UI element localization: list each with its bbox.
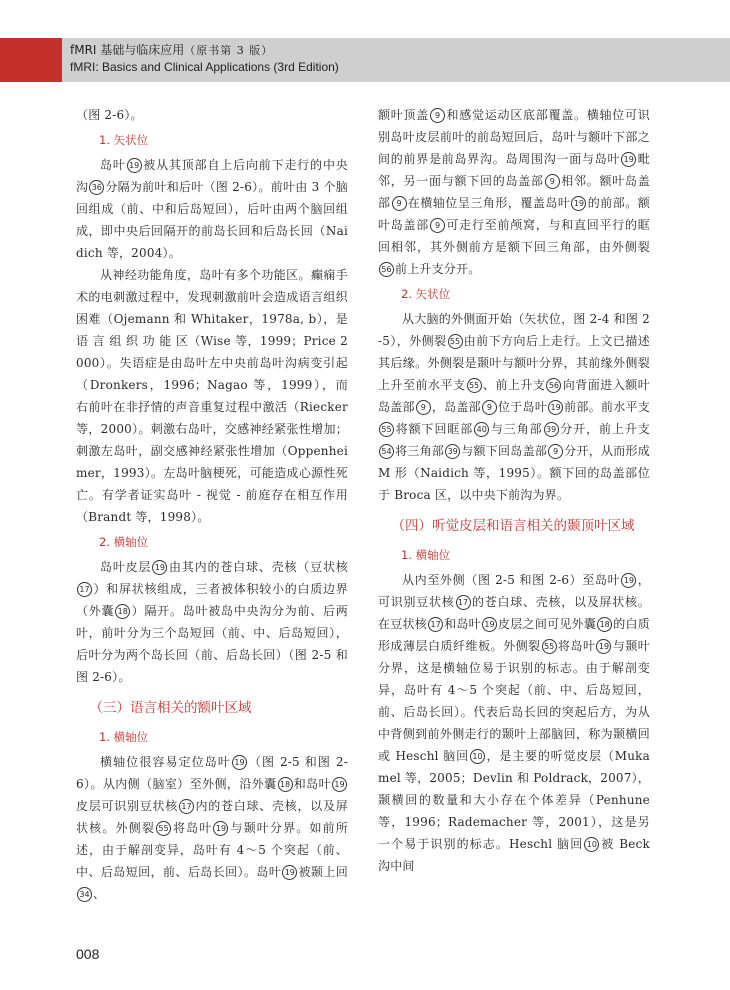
circled-ref-number: 10 bbox=[584, 837, 599, 852]
right-para-1 bbox=[378, 104, 650, 280]
left-subheading-2: 2. 横轴位 bbox=[99, 535, 149, 549]
right-column bbox=[378, 104, 650, 877]
circled-ref-number: 9 bbox=[482, 400, 497, 415]
circled-ref-number: 9 bbox=[416, 400, 431, 415]
circled-ref-number: 54 bbox=[379, 444, 394, 459]
circled-ref-number: 55 bbox=[542, 639, 557, 654]
text-run: ）和屏状核组成，三者被体积较小的白质边界（外囊 bbox=[76, 582, 348, 618]
left-para-2: 从神经功能角度，岛叶有多个功能区。癫痫手术的电刺激过程中，发现刺激前叶会造成语言组织困难（Ojemann 和 Whitaker，1978a, b），是 语 言 组 织 功 能 区（Wise 等，1999；Price 2000）。失语症是由岛叶左中央前岛叶沟病变引起（Dronkers，1996；Nagao 等，1999），而 右前叶在非抒情的声音重复过程中激活（Riecker 等，2000）。刺激右岛叶，交感神经紧张性增加；刺激左岛叶，副交感神经紧张性增加（Oppenheimer，1993）。左岛叶脑梗死，可能造成心源性死亡。有学者证实岛叶 - 视觉 - 前庭存在相互作用（Brandt 等，1998）。 bbox=[76, 268, 348, 524]
right-subheading-2: 1. 横轴位 bbox=[401, 548, 451, 562]
circled-ref-number: 36 bbox=[89, 180, 104, 195]
text-run: 分隔为前叶和后叶（图 2-6）。前叶由 3 个脑回组成（前、中和后岛短回），后叶由两个脑回组成，即中央后回隔开的前岛长回和后岛长回（Naidich 等，2004）。 bbox=[76, 180, 348, 260]
left-subheading-1: 1. 矢状位 bbox=[99, 133, 149, 147]
circled-ref-number: 17 bbox=[456, 595, 471, 610]
section-heading-3: （三）语言相关的额叶区域 bbox=[89, 700, 252, 716]
book-title-en: fMRI: Basics and Clinical Applications (3rd Edition) bbox=[70, 60, 339, 74]
text-run: 可走行至前颅窝，与和直回平行的眶回相邻，其外侧前方是额下回三角部，由外侧裂 bbox=[378, 218, 650, 254]
book-edition-cn: （原书第 3 版） bbox=[184, 44, 274, 57]
text-run: 与颞叶分界。如前所述，由于解剖变异，岛叶有 4～5 个突起（前、中、后岛短回，前、后岛长回）。岛叶 bbox=[76, 821, 348, 879]
page-number: 008 bbox=[76, 946, 100, 962]
circled-ref-number: 18 bbox=[115, 604, 130, 619]
text-run: 前部。前水平支 bbox=[564, 400, 650, 414]
left-para-1 bbox=[76, 154, 348, 264]
text-run: 与额下回岛盖部 bbox=[461, 444, 548, 458]
text-run: 与三角部 bbox=[490, 422, 543, 436]
text-run: 将岛叶 bbox=[172, 821, 213, 835]
text-run: 将三角部 bbox=[395, 444, 445, 458]
right-para-3 bbox=[378, 569, 650, 877]
left-subheading-3: 1. 横轴位 bbox=[99, 730, 149, 744]
circled-ref-number: 40 bbox=[474, 422, 489, 437]
text-run: 被 Beck 沟中间 bbox=[378, 837, 650, 873]
circled-ref-number: 9 bbox=[548, 444, 563, 459]
circled-ref-number: 19 bbox=[621, 152, 636, 167]
right-subheading-1: 2. 矢状位 bbox=[401, 287, 451, 301]
circled-ref-number: 34 bbox=[77, 887, 92, 902]
circled-ref-number: 17 bbox=[428, 617, 443, 632]
circled-ref-number: 17 bbox=[77, 582, 92, 597]
text-run: 岛叶 bbox=[100, 158, 126, 172]
circled-ref-number: 9 bbox=[392, 196, 407, 211]
text-run: ，岛盖部 bbox=[431, 400, 481, 414]
circled-ref-number: 55 bbox=[448, 334, 463, 349]
text-run: 将岛叶 bbox=[557, 639, 596, 653]
circled-ref-number: 19 bbox=[213, 821, 228, 836]
circled-ref-number: 19 bbox=[152, 560, 167, 575]
text-run: 向背面进入额叶岛盖部 bbox=[378, 378, 650, 414]
circled-ref-number: 9 bbox=[430, 108, 445, 123]
text-run: 横轴位很容易定位岛叶 bbox=[100, 755, 231, 769]
book-title-cn bbox=[70, 41, 273, 58]
text-run: 毗邻，另一面与额下回的岛盖部 bbox=[378, 152, 650, 188]
text-run: （图 2-5 和图 2-6）。从内侧（脑室）至外侧，沿外囊 bbox=[76, 755, 348, 791]
text-run: 内的苍白球、壳核，以及屏状核。外侧裂 bbox=[76, 799, 348, 835]
circled-ref-number: 55 bbox=[156, 821, 171, 836]
right-para-2 bbox=[378, 308, 650, 506]
circled-ref-number: 19 bbox=[571, 196, 586, 211]
circled-ref-number: 17 bbox=[179, 799, 194, 814]
header-accent-bar bbox=[0, 38, 62, 82]
left-para-0: （图 2-6）。 bbox=[76, 108, 143, 122]
text-run: 被颞上回 bbox=[298, 865, 348, 879]
text-run: 的前部。额叶岛盖部 bbox=[378, 196, 650, 232]
circled-ref-number: 19 bbox=[232, 755, 247, 770]
circled-ref-number: 19 bbox=[332, 777, 347, 792]
left-column bbox=[76, 104, 348, 905]
text-run: 的苍白球、壳核，以及屏状核。在豆状核 bbox=[378, 595, 650, 631]
circled-ref-number: 39 bbox=[544, 422, 559, 437]
circled-ref-number: 18 bbox=[597, 617, 612, 632]
book-title-cn-text: fMRI 基础与临床应用 bbox=[70, 43, 185, 57]
circled-ref-number: 55 bbox=[467, 378, 482, 393]
text-run: 和感觉运动区底部覆盖。横轴位可识别岛叶皮层前叶的前岛短回后，岛叶与额叶下部之间的前界是前岛界沟。岛周围沟一面与岛叶 bbox=[378, 108, 650, 166]
section-heading-4: （四）听觉皮层和语言相关的颞顶叶区域 bbox=[391, 518, 635, 534]
text-run: 位于岛叶 bbox=[497, 400, 548, 414]
circled-ref-number: 10 bbox=[470, 749, 485, 764]
text-run: 和岛叶 bbox=[444, 617, 481, 631]
text-run: 将额下回眶部 bbox=[395, 422, 474, 436]
circled-ref-number: 18 bbox=[278, 777, 293, 792]
circled-ref-number: 19 bbox=[621, 573, 636, 588]
circled-ref-number: 19 bbox=[596, 639, 611, 654]
circled-ref-number: 56 bbox=[546, 378, 561, 393]
circled-ref-number: 9 bbox=[545, 174, 560, 189]
text-run: 分开，前上升支 bbox=[559, 422, 650, 436]
circled-ref-number: 39 bbox=[445, 444, 460, 459]
text-run: 前上升支分开。 bbox=[395, 262, 481, 276]
text-run: 额叶顶盖 bbox=[378, 108, 429, 122]
text-run: 从内至外侧（图 2-5 和图 2-6）至岛叶 bbox=[402, 573, 621, 587]
text-run: ）隔开。岛叶被岛中央沟分为前、后两叶，前叶分为三个岛短回（前、中、后岛短回），后叶分为两个岛长回（前、后岛长回）（图 2-5 和图 2-6）。 bbox=[76, 604, 348, 684]
circled-ref-number: 56 bbox=[379, 262, 394, 277]
text-run: 和岛叶 bbox=[293, 777, 331, 791]
text-run: 相邻。额叶岛盖部 bbox=[378, 174, 650, 210]
text-run: 皮层之间可见外囊 bbox=[497, 617, 597, 631]
page-header bbox=[0, 0, 730, 92]
text-run: 分开，从而形成 M 形（Naidich 等，1995）。额下回的岛盖部位于 Broca 区，以中央下前沟为界。 bbox=[378, 444, 650, 502]
text-run: 岛叶皮层 bbox=[100, 560, 152, 574]
left-para-3 bbox=[76, 556, 348, 688]
text-run: 在横轴位呈三角形，覆盖岛叶 bbox=[407, 196, 571, 210]
circled-ref-number: 9 bbox=[430, 218, 445, 233]
text-run: 、 bbox=[93, 887, 106, 901]
text-run: ，可识别豆状核 bbox=[378, 573, 651, 609]
text-run: ，是主要的听觉皮层（Mukamel 等，2005；Devlin 和 Poldrack，2007），颞横回的数量和大小存在个体差异（Penhune 等，1996；Rademacher 等，2001），这是另一个易于识别的标志。Heschl 脑回 bbox=[378, 749, 650, 851]
left-para-4 bbox=[76, 751, 348, 905]
circled-ref-number: 55 bbox=[379, 422, 394, 437]
text-run: 被从其顶部自上后向前下走行的中央沟 bbox=[76, 158, 348, 194]
circled-ref-number: 19 bbox=[282, 865, 297, 880]
circled-ref-number: 19 bbox=[127, 158, 142, 173]
text-run: 由前下方向后上走行。上文已描述其后缘。外侧裂是颞叶与额叶分界，其前缘外侧裂上升至前水平支 bbox=[378, 334, 650, 392]
text-run: 与颞叶分界，这是横轴位易于识别的标志。由于解剖变异，岛叶有 4～5 个突起（前、中、后岛短回，前、后岛长回）。代表后岛长回的突起后方，为从中背侧到前外侧走行的颞叶上部脑回，称为颞横回或 Heschl 脑回 bbox=[378, 639, 650, 763]
text-run: 皮层可识别豆状核 bbox=[76, 799, 178, 813]
text-run: 、前上升支 bbox=[482, 378, 546, 392]
text-run: 由其内的苍白球、壳核（豆状核 bbox=[168, 560, 348, 574]
circled-ref-number: 19 bbox=[548, 400, 563, 415]
text-run: 的白质形成薄层白质纤维板。外侧裂 bbox=[378, 617, 650, 653]
text-run: 从大脑的外侧面开始（矢状位，图 2-4 和图 2-5），外侧裂 bbox=[378, 312, 650, 348]
circled-ref-number: 19 bbox=[482, 617, 497, 632]
